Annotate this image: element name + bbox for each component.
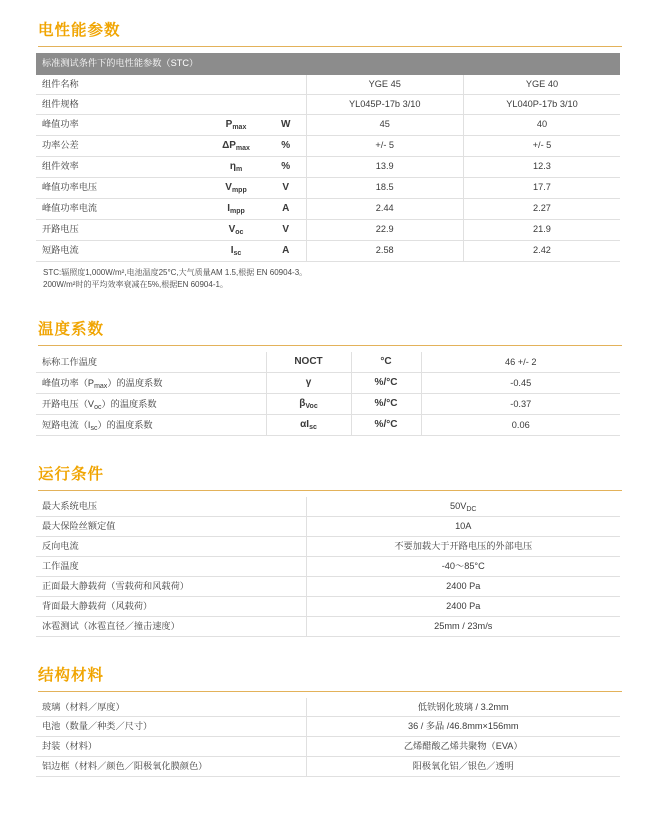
row-value: 2400 Pa — [306, 576, 620, 596]
row-unit: °C — [351, 352, 421, 373]
row-label: 组件规格 — [36, 94, 206, 114]
row-unit: %/°C — [351, 373, 421, 394]
table-row — [36, 616, 620, 636]
row-value-1: 13.9 — [306, 156, 463, 177]
row-value-1: +/- 5 — [306, 135, 463, 156]
table-row — [36, 177, 620, 198]
row-symbol: γ — [266, 373, 351, 394]
row-symbol: $\eta_m$ — [206, 156, 266, 177]
row-unit: %/°C — [351, 394, 421, 415]
divider-electrical — [38, 46, 622, 47]
table-operating — [36, 497, 620, 636]
row-symbol: $I_{sc}$ — [206, 240, 266, 261]
row-label: 开路电压$(V_{oc})$的温度系数 — [36, 394, 266, 415]
divider-structure — [38, 691, 622, 692]
table-row — [36, 373, 620, 394]
table-row — [36, 737, 620, 757]
row-label: 正面最大静载荷（雪载荷和风载荷） — [36, 576, 306, 596]
row-symbol — [206, 74, 266, 94]
row-value-2: YGE 40 — [463, 74, 620, 94]
table-row — [36, 135, 620, 156]
row-symbol: $\beta_{Voc}$ — [266, 394, 351, 415]
row-label: 开路电压 — [36, 219, 206, 240]
row-symbol: $P_{max}$ — [206, 114, 266, 135]
table-row — [36, 94, 620, 114]
row-unit: A — [266, 240, 306, 261]
divider-operating — [38, 490, 622, 491]
row-value-2: 21.9 — [463, 219, 620, 240]
table-row — [36, 497, 620, 516]
section-structure — [36, 663, 620, 778]
table-row — [36, 240, 620, 261]
row-value-1: 22.9 — [306, 219, 463, 240]
row-label: 冰雹测试（冰雹直径／撞击速度） — [36, 616, 306, 636]
row-unit: %/°C — [351, 415, 421, 436]
row-unit — [266, 74, 306, 94]
row-value-1: 2.44 — [306, 198, 463, 219]
section-temperature — [36, 317, 620, 436]
table-row — [36, 198, 620, 219]
row-value: 10A — [306, 517, 620, 537]
section-title-electrical: 电性能参数 — [38, 22, 121, 39]
row-label: 组件效率 — [36, 156, 206, 177]
row-symbol: $V_{mpp}$ — [206, 177, 266, 198]
row-value-1: YGE 45 — [306, 74, 463, 94]
row-value-2: 2.27 — [463, 198, 620, 219]
row-unit — [266, 94, 306, 114]
row-value: 25mm / 23m/s — [306, 616, 620, 636]
electrical-banner: 标准测试条件下的电性能参数（STC） — [36, 53, 620, 74]
table-row — [36, 537, 620, 557]
row-label: 峰值功率电流 — [36, 198, 206, 219]
row-label: 最大系统电压 — [36, 497, 306, 516]
row-label: 短路电流$(I_{sc})$的温度系数 — [36, 415, 266, 436]
note-line-2: 200W/m²时的平均效率衰减在5%,根据EN 60904-1。 — [43, 280, 228, 290]
row-value-1: 45 — [306, 114, 463, 135]
divider-temperature — [38, 345, 622, 346]
table-row — [36, 596, 620, 616]
row-label: 铝边框（材料／颜色／阳极氧化膜颜色） — [36, 757, 306, 777]
row-value: -40～85°C — [306, 557, 620, 577]
row-label: 最大保险丝额定值 — [36, 517, 306, 537]
row-unit: A — [266, 198, 306, 219]
row-label: 封装（材料） — [36, 737, 306, 757]
row-label: 电池（数量／种类／尺寸） — [36, 717, 306, 737]
row-value: -0.37 — [421, 394, 620, 415]
table-row — [36, 757, 620, 777]
row-value: 36 / 多晶 /46.8mm×156mm — [306, 717, 620, 737]
row-unit: % — [266, 156, 306, 177]
row-value: 46 +/- 2 — [421, 352, 620, 373]
table-row — [36, 557, 620, 577]
row-value: 乙烯醋酸乙烯共聚物（EVA） — [306, 737, 620, 757]
row-value-2: YL040P-17b 3/10 — [463, 94, 620, 114]
row-value: 2400 Pa — [306, 596, 620, 616]
row-label: 功率公差 — [36, 135, 206, 156]
table-row — [36, 517, 620, 537]
row-value-1: 2.58 — [306, 240, 463, 261]
electrical-note — [43, 267, 620, 292]
row-value-2: 40 — [463, 114, 620, 135]
table-row — [36, 219, 620, 240]
row-label: 背面最大静载荷（风载荷） — [36, 596, 306, 616]
row-label: 反向电流 — [36, 537, 306, 557]
row-label: 峰值功率$(P_{max})$的温度系数 — [36, 373, 266, 394]
row-value: 低铁钢化玻璃 / 3.2mm — [306, 698, 620, 717]
row-label: 短路电流 — [36, 240, 206, 261]
table-row — [36, 394, 620, 415]
row-symbol — [206, 94, 266, 114]
row-value: -0.45 — [421, 373, 620, 394]
row-value-2: 2.42 — [463, 240, 620, 261]
row-value-2: +/- 5 — [463, 135, 620, 156]
table-structure — [36, 698, 620, 778]
row-label: 峰值功率电压 — [36, 177, 206, 198]
row-unit: V — [266, 219, 306, 240]
section-title-operating: 运行条件 — [38, 466, 105, 484]
row-label: 玻璃（材料／厚度） — [36, 698, 306, 717]
row-label: 峰值功率 — [36, 114, 206, 135]
row-symbol: $\alpha I_{sc}$ — [266, 415, 351, 436]
row-label: 工作温度 — [36, 557, 306, 577]
table-row — [36, 114, 620, 135]
row-value-2: 12.3 — [463, 156, 620, 177]
section-operating — [36, 462, 620, 636]
table-electrical — [36, 53, 620, 262]
row-unit: % — [266, 135, 306, 156]
row-symbol: NOCT — [266, 352, 351, 373]
row-value: 不要加载大于开路电压的外部电压 — [306, 537, 620, 557]
row-symbol: $I_{mpp}$ — [206, 198, 266, 219]
table-temperature — [36, 352, 620, 436]
row-value-1: 18.5 — [306, 177, 463, 198]
row-label: 标称工作温度 — [36, 352, 266, 373]
section-title-temperature: 温度系数 — [38, 321, 105, 339]
row-symbol: $V_{oc}$ — [206, 219, 266, 240]
row-value: $50V_{DC}$ — [306, 497, 620, 516]
section-title-structure: 结构材料 — [38, 666, 105, 684]
row-symbol: $\Delta P_{max}$ — [206, 135, 266, 156]
table-row — [36, 352, 620, 373]
row-value: 阳极氧化铝／银色／透明 — [306, 757, 620, 777]
table-row — [36, 717, 620, 737]
table-row — [36, 415, 620, 436]
row-value-1: YL045P-17b 3/10 — [306, 94, 463, 114]
row-unit: W — [266, 114, 306, 135]
note-line-1: STC:辐照度1,000W/m²,电池温度25°C,大气质量AM 1.5,根据 EN 60904-3。 — [43, 267, 308, 277]
section-electrical — [36, 18, 620, 291]
table-row — [36, 576, 620, 596]
row-label: 组件名称 — [36, 74, 206, 94]
table-row — [36, 156, 620, 177]
table-row — [36, 74, 620, 94]
table-row — [36, 698, 620, 717]
table-row — [36, 53, 620, 74]
row-unit: V — [266, 177, 306, 198]
row-value: 0.06 — [421, 415, 620, 436]
row-value-2: 17.7 — [463, 177, 620, 198]
